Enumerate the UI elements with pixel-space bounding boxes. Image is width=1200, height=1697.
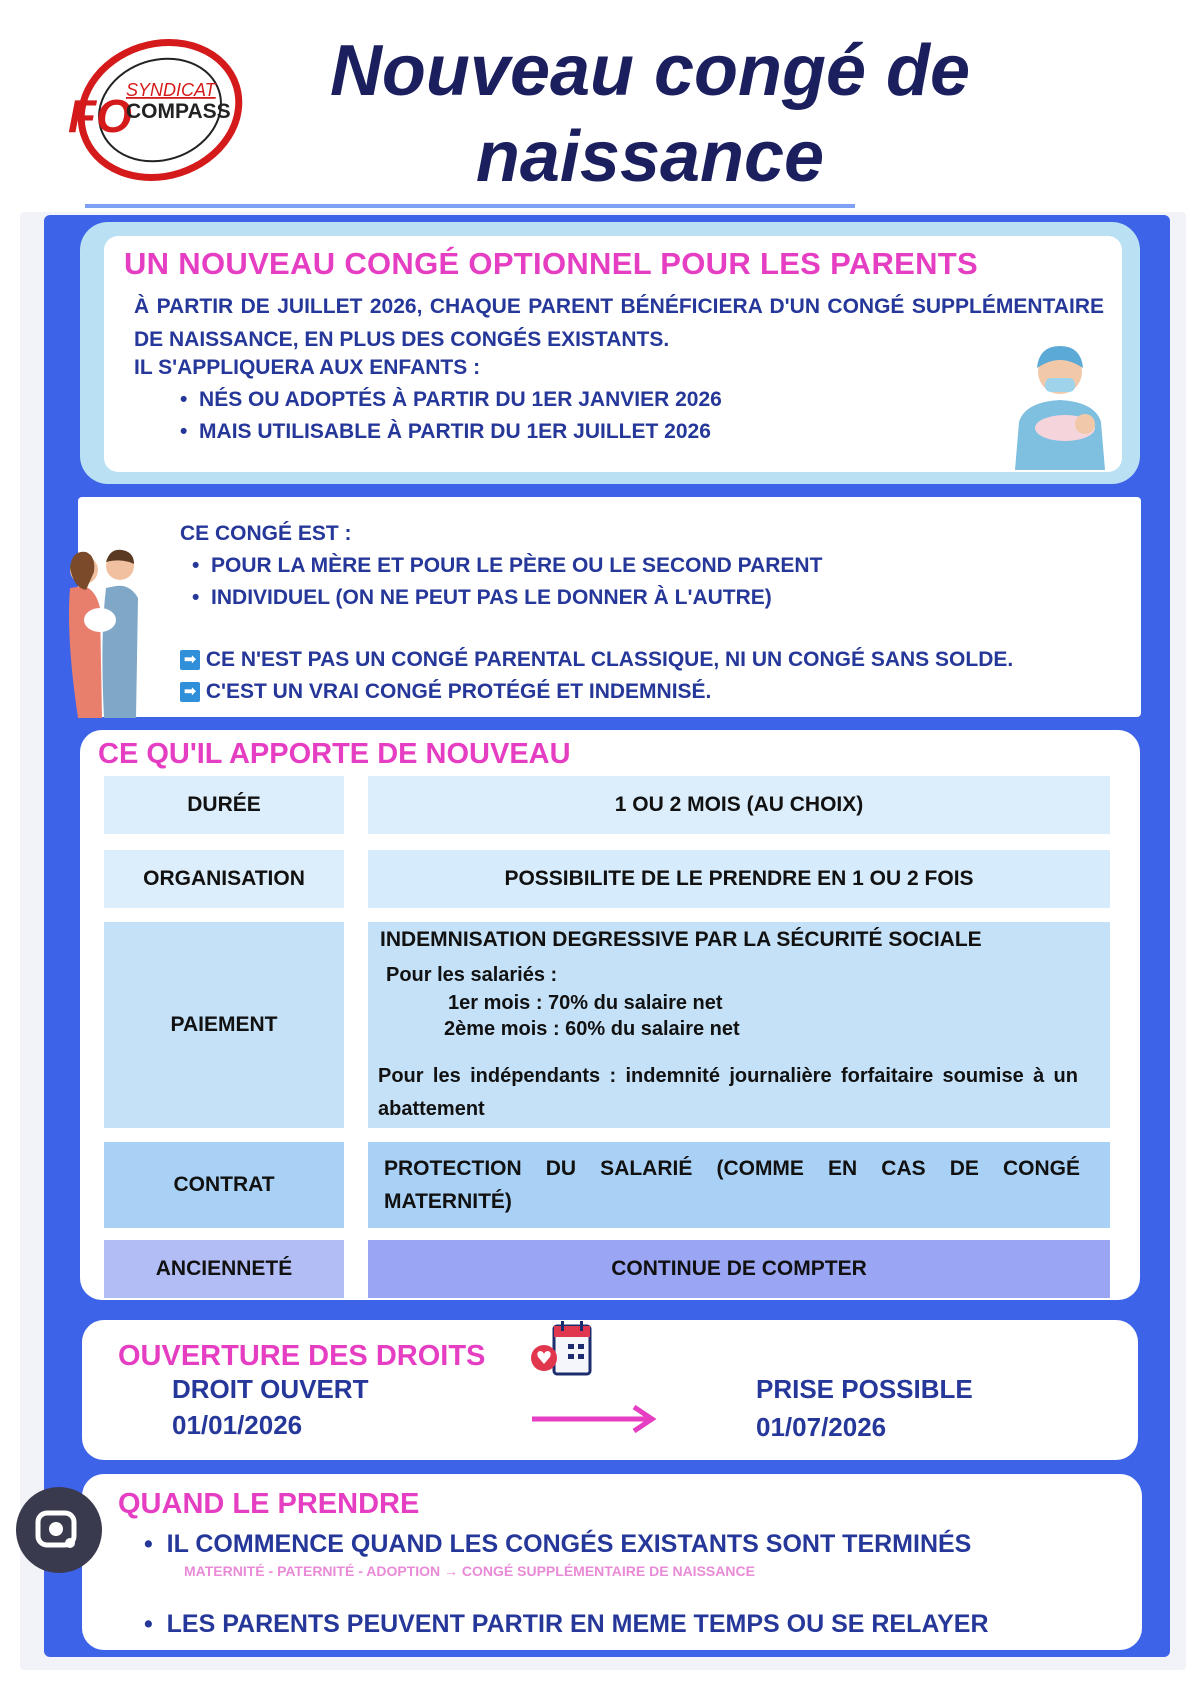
poster-top-line bbox=[85, 204, 855, 208]
arrow-box-icon: ➡ bbox=[180, 682, 200, 702]
droit-ouvert-date: 01/01/2026 bbox=[172, 1410, 303, 1440]
bullet-item: • NÉS OU ADOPTÉS À PARTIR DU 1ER JANVIER 2026 bbox=[180, 388, 722, 411]
bullet-text: LES PARENTS PEUVENT PARTIR EN MEME TEMPS OU SE RELAYER bbox=[166, 1610, 989, 1638]
row-value-organisation: POSSIBILITE DE LE PRENDRE EN 1 OU 2 FOIS bbox=[368, 850, 1110, 908]
paiement-independants: Pour les indépendants : indemnité journalière forfaitaire soumise à un abattement bbox=[378, 1065, 1078, 1120]
paiement-salaries-label: Pour les salariés : bbox=[386, 964, 558, 986]
arrow-box-icon: ➡ bbox=[180, 650, 200, 670]
calendar-heart-icon bbox=[530, 1320, 600, 1380]
row-label-paiement: PAIEMENT bbox=[104, 922, 344, 1128]
page-title: Nouveau congé de naissance bbox=[329, 31, 971, 197]
paiement-heading: INDEMNISATION DEGRESSIVE PAR LA SÉCURITÉ SOCIALE bbox=[380, 928, 982, 951]
lens-icon bbox=[16, 1487, 102, 1573]
logo-fo-text: FO bbox=[68, 90, 132, 142]
section-nouveau-conge-text: À PARTIR DE JUILLET 2026, CHAQUE PARENT BÉNÉFICIERA D'UN CONGÉ SUPPLÉMENTAIRE DE NAISSANCE, EN PLUS DES CONGÉS EXISTANTS. bbox=[134, 295, 1104, 351]
bullet-item: • LES PARENTS PEUVENT PARTIR EN MEME TEMPS OU SE RELAYER bbox=[144, 1610, 989, 1638]
row-value-duree: 1 OU 2 MOIS (AU CHOIX) bbox=[368, 776, 1110, 834]
contrat-text: PROTECTION DU SALARIÉ (COMME EN CAS DE CONGÉ MATERNITÉ) bbox=[384, 1157, 1080, 1213]
logo-compass-text: COMPASS bbox=[126, 100, 231, 123]
droit-ouvert-label: DROIT OUVERT bbox=[172, 1374, 369, 1404]
note-text: C'EST UN VRAI CONGÉ PROTÉGÉ ET INDEMNISÉ. bbox=[205, 680, 712, 703]
family-illustration bbox=[56, 528, 146, 718]
row-label-anciennete: ANCIENNETÉ bbox=[104, 1240, 344, 1298]
prise-possible-date: 01/07/2026 bbox=[756, 1412, 887, 1442]
note-item bbox=[180, 648, 1013, 672]
intro-label: CE CONGÉ EST : bbox=[180, 522, 352, 545]
bullet-text: NÉS OU ADOPTÉS À PARTIR DU 1ER JANVIER 2026 bbox=[199, 388, 722, 411]
bullet-text: POUR LA MÈRE ET POUR LE PÈRE OU LE SECOND PARENT bbox=[211, 554, 823, 577]
lens-search-button[interactable] bbox=[16, 1487, 102, 1573]
bullet-text: IL COMMENCE QUAND LES CONGÉS EXISTANTS SONT TERMINÉS bbox=[166, 1530, 972, 1558]
conge-sequence-note: MATERNITÉ - PATERNITÉ - ADOPTION → CONGÉ SUPPLÉMENTAIRE DE NAISSANCE bbox=[184, 1563, 755, 1579]
bullet-text: INDIVIDUEL (ON NE PEUT PAS LE DONNER À L'AUTRE) bbox=[211, 586, 772, 609]
section-nouveau-conge-title: UN NOUVEAU CONGÉ OPTIONNEL POUR LES PARENTS bbox=[124, 246, 979, 281]
fo-syndicat-logo bbox=[68, 30, 248, 190]
row-label-duree: DURÉE bbox=[104, 776, 344, 834]
logo-syndicat-text: SYNDICAT bbox=[126, 80, 216, 100]
arrow-right-icon bbox=[530, 1404, 660, 1434]
row-label-organisation: ORGANISATION bbox=[104, 850, 344, 908]
bullet-item: • POUR LA MÈRE ET POUR LE PÈRE OU LE SECOND PARENT bbox=[192, 554, 823, 577]
paiement-mois-2: 2ème mois : 60% du salaire net bbox=[444, 1018, 740, 1040]
bullet-item: • MAIS UTILISABLE À PARTIR DU 1ER JUILLET 2026 bbox=[180, 420, 711, 443]
section-ouverture-title: OUVERTURE DES DROITS bbox=[118, 1340, 486, 1372]
prise-possible-label: PRISE POSSIBLE bbox=[756, 1374, 973, 1404]
note-item bbox=[180, 680, 711, 704]
row-value-anciennete: CONTINUE DE COMPTER bbox=[368, 1240, 1110, 1298]
bullet-text: MAIS UTILISABLE À PARTIR DU 1ER JUILLET 2026 bbox=[199, 420, 711, 443]
paiement-mois-1: 1er mois : 70% du salaire net bbox=[448, 992, 723, 1014]
bullet-item: • INDIVIDUEL (ON NE PEUT PAS LE DONNER À L'AUTRE) bbox=[192, 586, 772, 609]
section-ce-qu-il-apporte-title: CE QU'IL APPORTE DE NOUVEAU bbox=[98, 738, 571, 770]
nurse-with-baby-illustration bbox=[1005, 330, 1115, 470]
applies-label: IL S'APPLIQUERA AUX ENFANTS : bbox=[134, 356, 481, 379]
note-text: CE N'EST PAS UN CONGÉ PARENTAL CLASSIQUE, NI UN CONGÉ SANS SOLDE. bbox=[205, 648, 1014, 671]
bullet-item: • IL COMMENCE QUAND LES CONGÉS EXISTANTS SONT TERMINÉS bbox=[144, 1530, 972, 1558]
section-quand-title: QUAND LE PRENDRE bbox=[118, 1488, 420, 1520]
row-label-contrat: CONTRAT bbox=[104, 1142, 344, 1228]
